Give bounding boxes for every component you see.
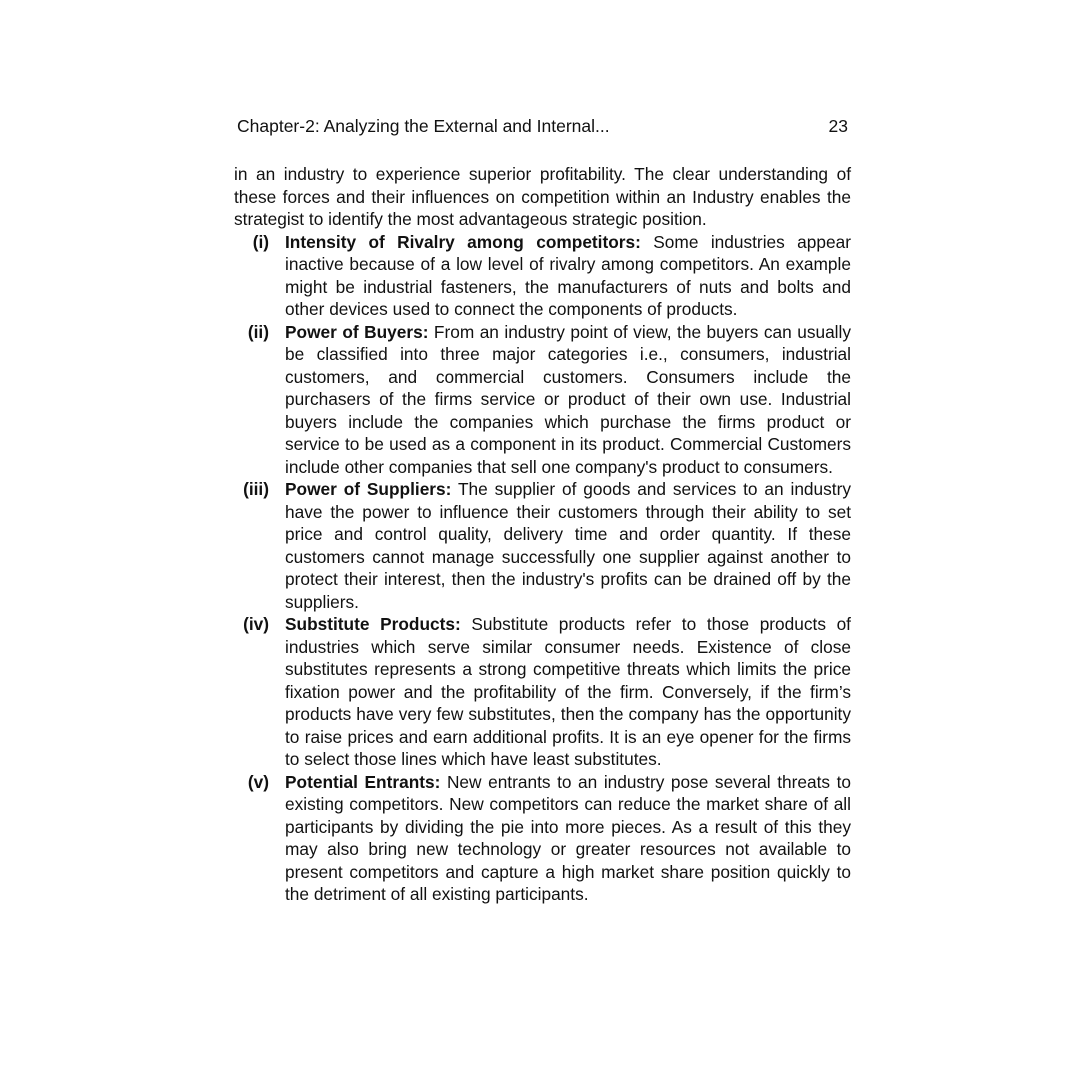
- page-number: 23: [828, 116, 848, 136]
- intro-paragraph: in an industry to experience superior profitability. The clear understanding of these forces and their influences on competition within an Industry enables the strategist to identify the most advantageous strategic position.: [234, 164, 851, 229]
- chapter-title: Chapter-2: Analyzing the External and Internal...: [237, 116, 610, 136]
- list-item-rivalry: [234, 231, 851, 321]
- book-page: [234, 112, 851, 906]
- list-item-substitutes: [234, 613, 851, 771]
- list-item-suppliers: [234, 478, 851, 613]
- list-item-number: (ii): [247, 321, 269, 342]
- list-item-heading: Potential Entrants:: [285, 771, 441, 792]
- list-item-heading: Power of Buyers:: [285, 321, 429, 342]
- list-item-number: (iv): [243, 614, 269, 634]
- list-item-text: The supplier of goods and services to an industry have the power to influence their customers through their ability to set price and control quality, delivery time and order quantity. If these customers cannot manage successfully one supplier against another to protect their interest, then the industry's profits can be drained off by the suppliers.: [285, 479, 851, 612]
- list-item-heading: Substitute Products:: [285, 614, 461, 634]
- list-item-entrants: [234, 771, 851, 906]
- list-item-text: Substitute products refer to those products of industries which serve similar consumer needs. Existence of close substitutes represents a strong competitive threats which limits the price fixation power and the profitability of the firm. Conversely, if the firm’s products have very few substitutes, then the company has the opportunity to raise prices and earn additional profits. It is an eye opener for the firms to select those lines which have least substitutes.: [285, 614, 851, 769]
- list-item-number: (iii): [243, 479, 269, 499]
- list-item-number: (v): [247, 771, 269, 792]
- list-item-text: New entrants to an industry pose several threats to existing competitors. New competitors can reduce the market share of all participants by dividing the pie into more pieces. As a result of this they may also bring new technology or greater resources not available to present competitors and capture a high market share position quickly to the detriment of all existing participants.: [285, 771, 852, 904]
- running-header: [234, 112, 851, 142]
- list-item-heading: Intensity of Rivalry among competitors:: [285, 231, 641, 252]
- list-item-text: Some industries appear inactive because of a low level of rivalry among competitors. An example might be industrial fasteners, the manufacturers of nuts and bolts and other devices used to connect the components of products.: [285, 231, 851, 319]
- list-item-number: (i): [252, 231, 269, 252]
- list-item-buyers: [234, 321, 851, 479]
- page-body: [234, 163, 851, 906]
- list-item-heading: Power of Suppliers:: [285, 479, 452, 499]
- list-item-text: From an industry point of view, the buyers can usually be classified into three major categories i.e., consumers, industrial customers, and commercial customers. Consumers include the purchasers of the firms service or product of their own use. Industrial buyers include the companies which purchase the firms product or service to be used as a component in its product. Commercial Customers include other companies that sell one company's product to consumers.: [285, 321, 851, 477]
